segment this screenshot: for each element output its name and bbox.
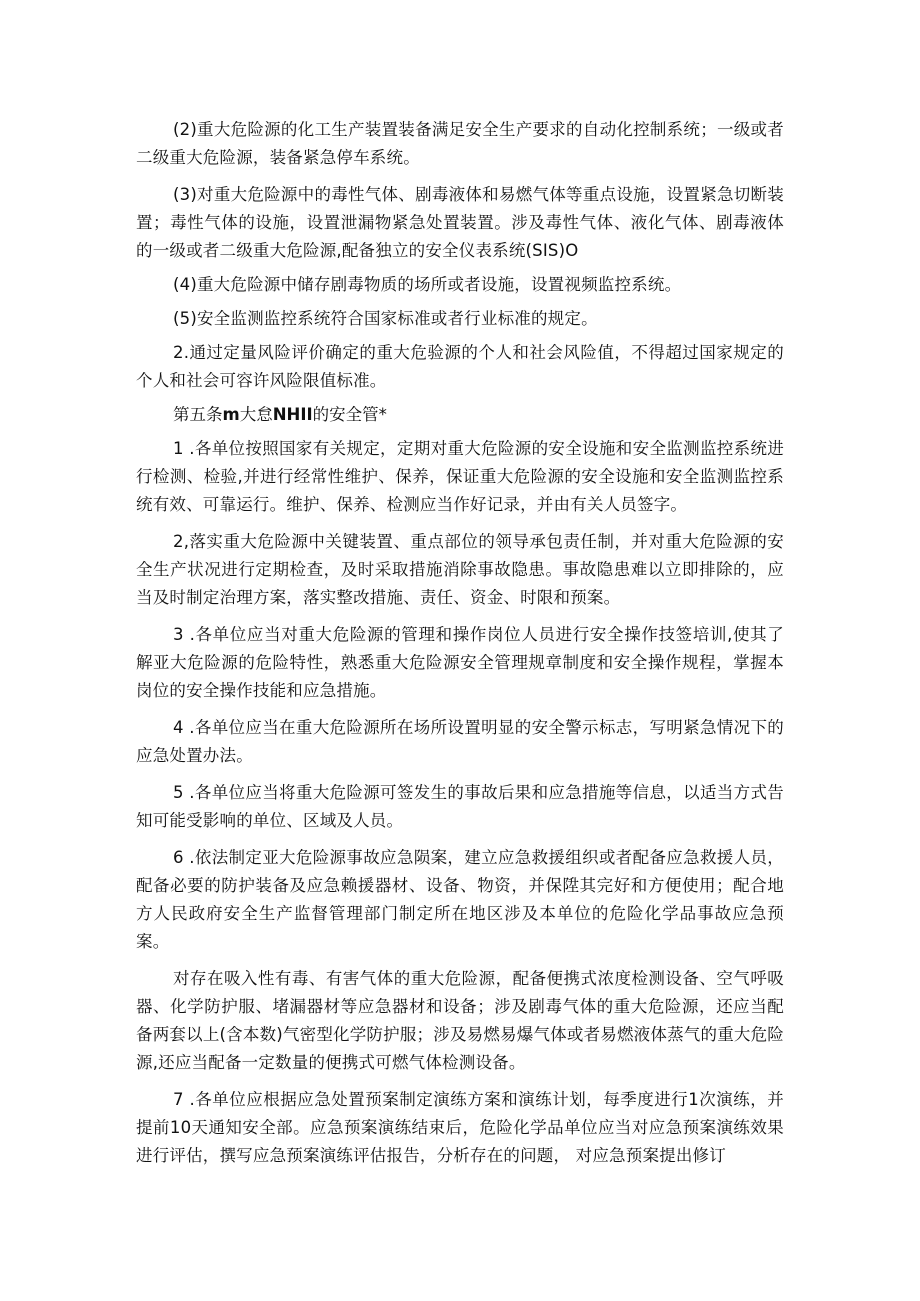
heading-part-4: NHII (272, 405, 313, 424)
heading-part-1: 第五条 (173, 405, 223, 424)
clause-6: 6 .依法制定亚大危险源事故应急陨案，建立应急救援组织或者配备应急救援人员，配备必要的防护装备及应急赖援器材、设备、物资，并保陞其完好和方便使用；配合地方人民政府安全生产监督管理部门制定所在地区涉及本单位的危险化学品事故应急预案。 (136, 848, 784, 951)
clause-4: 4 .各单位应当在重大危险源所在场所设置明显的安全警示标志，写明紧急情况下的应急处置办法。 (136, 718, 784, 765)
paragraph-item-2: (2)重大危险源的化工生产装置装备满足安全生产要求的自动化控制系统；一级或者二级重大危险源，装备紧急停车系统。 (136, 120, 784, 167)
clause-3: 3 .各单位应当对重大危险源的管理和操作岗位人员进行安全操作技签培训,使其了解亚大危险源的危险特性，熟悉重大危险源安全管理规章制度和安全操作规程，掌握本岗位的安全操作技能和应急措施。 (136, 625, 784, 700)
heading-part-3: 大怠 (239, 405, 273, 424)
heading-part-5: 的安全管* (312, 405, 387, 424)
clause-2: 2,落实重大危险源中关键装置、重点部位的领导承包责任制，并对重大危险源的安全生产状况进行定期检查，及时采取措施消除事故隐患。事故隐患难以立即排除的，应当及时制定治理方案，落实整改措施、责任、资金、时限和预案。 (136, 532, 784, 607)
clause-7: 7 .各单位应根据应急处置预案制定演练方案和演练计划，每季度进行1次演练，并提前10天通知安全部。应急预案演练结束后，危险化学品单位应当对应急预案演练效果进行评估，撰写应急预案演练评估报告，分析存在的问题， 对应急预案提出修订 (136, 1090, 784, 1165)
clause-1: 1 .各单位按照国家有关规定，定期对重大危险源的安全设施和安全监测监控系统进行检测、检验,并进行经常性维护、保养，保证重大危险源的安全设施和安全监测监控系统有效、可靠运行。维护、保养、检测应当作好记录，并由有关人员签字。 (136, 439, 784, 514)
document-body (136, 116, 784, 1170)
clause-6-supplement: 对存在吸入性有毒、有害气体的重大危险源，配备便携式浓度检测设备、空气呼吸器、化学防护服、堵漏器材等应急器材和设备；涉及剧毒气体的重大危险源，还应当配备两套以上(含本数)气密型化学防护服；涉及易燃易爆气体或者易燃液体蒸气的重大危险源,还应当配备一定数量的便携式可燃气体检测设备。 (136, 969, 784, 1072)
paragraph-point-2: 2.通过定量风险评价确定的重大危验源的个人和社会风险值，不得超过国家规定的个人和社会可容许风险限值标准。 (136, 343, 784, 390)
paragraph-item-3: (3)对重大危险源中的毒性气体、剧毒液体和易燃气体等重点设施，设置紧急切断装置；毒性气体的设施，设置泄漏物紧急处置装置。涉及毒性气体、液化气体、剧毒液体的一级或者二级重大危险源,配备独立的安全仪表系统(SIS)O (136, 185, 784, 260)
paragraph-item-4: (4)重大危险源中储存剧毒物质的场所或者设施，设置视频监控系统。 (173, 275, 682, 294)
paragraph-item-5: (5)安全监测监控系统符合国家标准或者行业标准的规定。 (173, 309, 598, 328)
article-heading (136, 401, 784, 429)
heading-part-2: m (222, 405, 240, 424)
clause-5: 5 .各单位应当将重大危险源可签发生的事故后果和应急措施等信息，以适当方式告知可能受影响的单位、区域及人员。 (136, 783, 784, 830)
